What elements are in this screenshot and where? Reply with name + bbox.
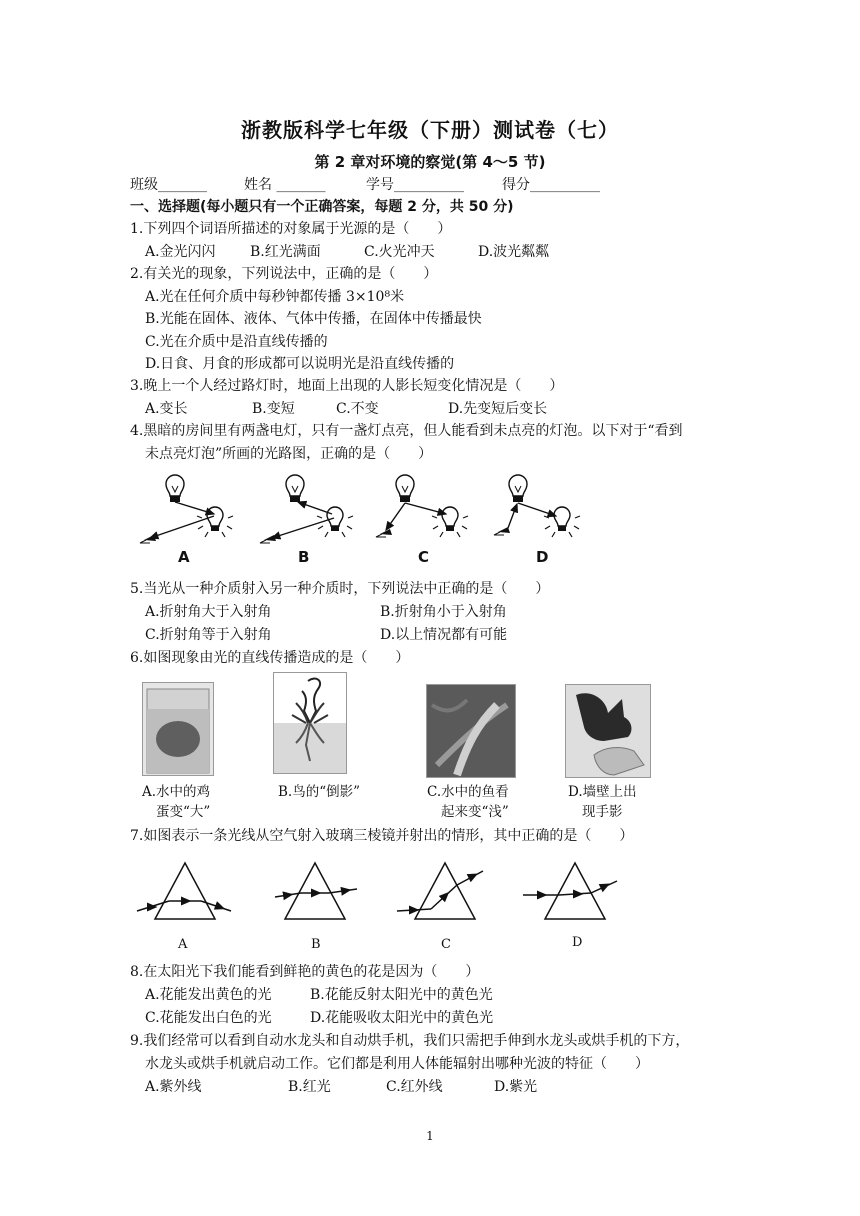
- question-9-stem: 9.我们经常可以看到自动水龙头和自动烘手机，我们只需把手伸到水龙头或烘手机的下方，: [130, 1033, 690, 1049]
- question-8-option-d: D.花能吸收太阳光中的黄色光: [310, 1010, 494, 1026]
- q7-figure-a: [137, 863, 231, 919]
- q7-label-d: D: [572, 935, 583, 950]
- q4-label-b: B: [298, 548, 310, 566]
- question-9-option-a: A.紫外线: [145, 1079, 202, 1095]
- q7-label-a: A: [178, 937, 188, 952]
- q6-caption-b: B.鸟的“倒影”: [278, 784, 361, 800]
- page-number: 1: [426, 1129, 434, 1143]
- question-5-option-d: D.以上情况都有可能: [380, 627, 508, 643]
- q4-figure-d: [494, 475, 580, 537]
- question-9-option-d: D.紫光: [494, 1079, 538, 1095]
- question-1-option-c: C.火光冲天: [364, 244, 435, 260]
- q6-photo-hand-shadow: [565, 684, 651, 778]
- q6-photo-bird-reflection: [273, 672, 347, 774]
- question-8-option-b: B.花能反射太阳光中的黄色光: [310, 987, 493, 1003]
- question-7-stem: 7.如图表示一条光线从空气射入玻璃三棱镜并射出的情形，其中正确的是（ ）: [130, 828, 634, 844]
- question-1-stem: 1.下列四个词语所描述的对象属于光源的是（ ）: [130, 221, 452, 237]
- q6-caption-d-line2: 现手影: [582, 804, 623, 820]
- question-2-option-c: C.光在介质中是沿直线传播的: [145, 334, 328, 350]
- question-3-option-a: A.变长: [145, 401, 188, 417]
- q6-photo-egg-in-water: [142, 682, 214, 776]
- q6-photo-fish-in-water: [426, 684, 516, 778]
- question-3-option-d: D.先变短后变长: [448, 401, 548, 417]
- q7-label-c: C: [441, 937, 451, 952]
- question-8-stem: 8.在太阳光下我们能看到鲜艳的黄色的花是因为（ ）: [130, 964, 480, 980]
- class-field: 班级_______: [130, 177, 207, 193]
- q7-figure-d: [523, 863, 617, 919]
- question-5-option-c: C.折射角等于入射角: [145, 627, 272, 643]
- q6-caption-c-line2: 起来变“浅”: [441, 804, 509, 820]
- score-field: 得分__________: [502, 177, 600, 193]
- question-1-option-d: D.波光粼粼: [478, 244, 550, 260]
- q6-caption-a-line1: A.水中的鸡: [142, 784, 211, 800]
- question-5-option-a: A.折射角大于入射角: [145, 604, 272, 620]
- question-2-option-b: B.光能在固体、液体、气体中传播，在固体中传播最快: [145, 311, 482, 327]
- q6-caption-d-line1: D.墙壁上出: [568, 784, 637, 800]
- page-title: 浙教版科学七年级（下册）测试卷（七）: [241, 118, 619, 142]
- q4-label-a: A: [178, 548, 190, 566]
- q7-figure-b: [275, 863, 357, 919]
- q4-light-path-figures: [130, 470, 600, 570]
- question-3-option-c: C.不变: [336, 401, 379, 417]
- number-field: 学号__________: [366, 177, 464, 193]
- q7-figure-c: [397, 863, 483, 919]
- question-9-option-c: C.红外线: [386, 1079, 443, 1095]
- question-9-stem-cont: 水龙头或烘手机就启动工作。它们都是利用人体能辐射出哪种光波的特征（ ）: [145, 1056, 649, 1072]
- question-8-option-a: A.花能发出黄色的光: [145, 987, 272, 1003]
- question-6-stem: 6.如图现象由光的直线传播造成的是（ ）: [130, 650, 410, 666]
- q7-label-b: B: [311, 937, 321, 952]
- q7-prism-figures: [135, 857, 625, 937]
- question-3-option-b: B.变短: [252, 401, 295, 417]
- question-4-stem-cont: 未点亮灯泡”所画的光路图，正确的是（ ）: [145, 446, 433, 462]
- question-8-option-c: C.花能发出白色的光: [145, 1010, 272, 1026]
- question-1-option-a: A.金光闪闪: [145, 244, 216, 260]
- q6-caption-a-line2: 蛋变“大”: [156, 804, 211, 820]
- question-3-stem: 3.晚上一个人经过路灯时，地面上出现的人影长短变化情况是（ ）: [130, 378, 564, 394]
- name-field: 姓名 _______: [244, 177, 326, 193]
- question-2-stem: 2.有关光的现象，下列说法中，正确的是（ ）: [130, 266, 438, 282]
- section-heading: 一、选择题(每小题只有一个正确答案，每题 2 分，共 50 分): [130, 199, 514, 215]
- q4-label-d: D: [536, 548, 549, 566]
- q4-figure-b: [260, 475, 353, 543]
- question-2-option-d: D.日食、月食的形成都可以说明光是沿直线传播的: [145, 356, 455, 372]
- question-5-option-b: B.折射角小于入射角: [380, 604, 507, 620]
- question-2-option-a: A.光在任何介质中每秒钟都传播 3×10⁸米: [145, 289, 405, 305]
- question-1-option-b: B.红光满面: [250, 244, 321, 260]
- question-4-stem: 4.黑暗的房间里有两盏电灯，只有一盏灯点亮，但人能看到未点亮的灯泡。以下对于“看到: [130, 423, 683, 439]
- q4-label-c: C: [418, 548, 430, 566]
- q6-caption-c-line1: C.水中的鱼看: [427, 784, 509, 800]
- q4-figure-a: [140, 475, 233, 543]
- question-9-option-b: B.红光: [288, 1079, 331, 1095]
- q4-figure-c: [376, 475, 468, 537]
- question-5-stem: 5.当光从一种介质射入另一种介质时，下列说法中正确的是（ ）: [130, 581, 550, 597]
- page-subtitle: 第 2 章对环境的察觉(第 4～5 节): [314, 153, 546, 171]
